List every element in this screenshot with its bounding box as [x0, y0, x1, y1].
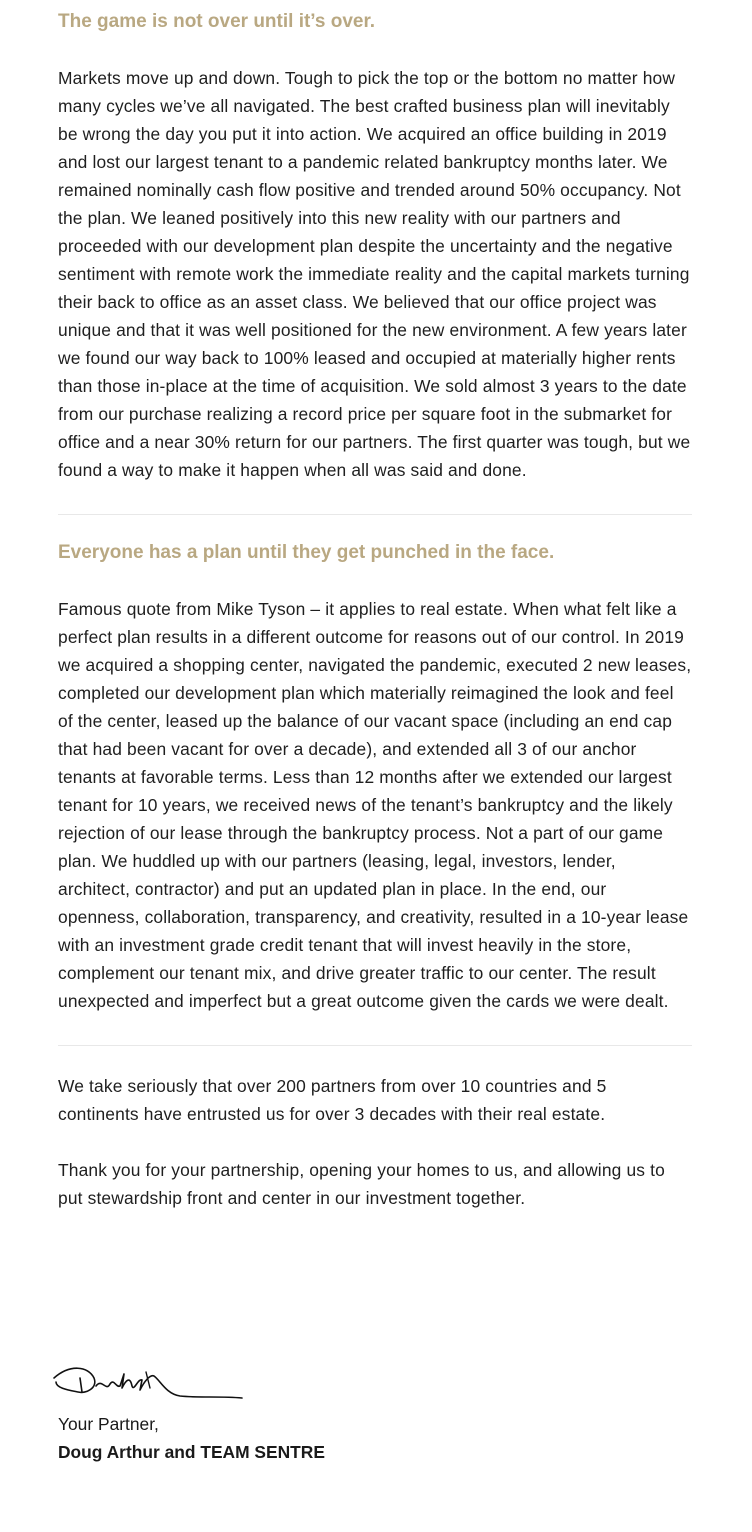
section-body-punched-in-face: Famous quote from Mike Tyson – it applies to real estate. When what felt like a perfect plan results in a different outcome for reasons out of our control. In 2019 we acquired a shopping center, navigated the pandemic, executed 2 new leases, completed our development plan which materially reimagined the look and feel of the center, leased up the balance of our vacant space (including an end cap that had been vacant for over a decade), and extended all 3 of our anchor tenants at favorable terms. Less than 12 months after we extended our largest tenant for 10 years, we received news of the tenant’s bankruptcy and the likely rejection of our lease through the bankruptcy process. Not a part of our game plan. We huddled up with our partners (leasing, legal, investors, lender, architect, contractor) and put an updated plan in place. In the end, our openness, collaboration, transparency, and creativity, resulted in a 10-year lease with an investment grade credit tenant that will invest heavily in the store, complement our tenant mix, and drive greater traffic to our center. The result unexpected and imperfect but a great outcome given the cards we were dealt. [58, 599, 692, 1011]
signoff-block [58, 1410, 692, 1466]
closing-paragraph-thanks: Thank you for your partnership, opening your homes to us, and allowing us to put stewardship front and center in our investment together. [58, 1160, 665, 1208]
signoff-salutation: Your Partner, [58, 1414, 159, 1434]
section-body-game-not-over: Markets move up and down. Tough to pick the top or the bottom no matter how many cycles we’ve all navigated. The best crafted business plan will inevitably be wrong the day you put it into action. We acquired an office building in 2019 and lost our largest tenant to a pandemic related bankruptcy months later. We remained nominally cash flow positive and trended around 50% occupancy. Not the plan. We leaned positively into this new reality with our partners and proceeded with our development plan despite the uncertainty and the negative sentiment with remote work the immediate reality and the capital markets turning their back to office as an asset class. We believed that our office project was unique and that it was well positioned for the new environment. A few years later we found our way back to 100% leased and occupied at materially higher rents than those in-place at the time of acquisition. We sold almost 3 years to the date from our purchase realizing a record price per square foot in the submarket for office and a near 30% return for our partners. The first quarter was tough, but we found a way to make it happen when all was said and done. [58, 68, 691, 480]
closing-paragraph-partners: We take seriously that over 200 partners from over 10 countries and 5 continents have entrusted us for over 3 decades with their real estate. [58, 1076, 607, 1124]
signoff-name: Doug Arthur and TEAM SENTRE [58, 1442, 325, 1462]
signature-image [50, 1358, 246, 1404]
section-heading-game-not-over: The game is not over until it’s over. [58, 11, 376, 32]
section-heading-punched-in-face: Everyone has a plan until they get punched in the face. [58, 542, 555, 563]
letter-content [58, 8, 692, 1212]
